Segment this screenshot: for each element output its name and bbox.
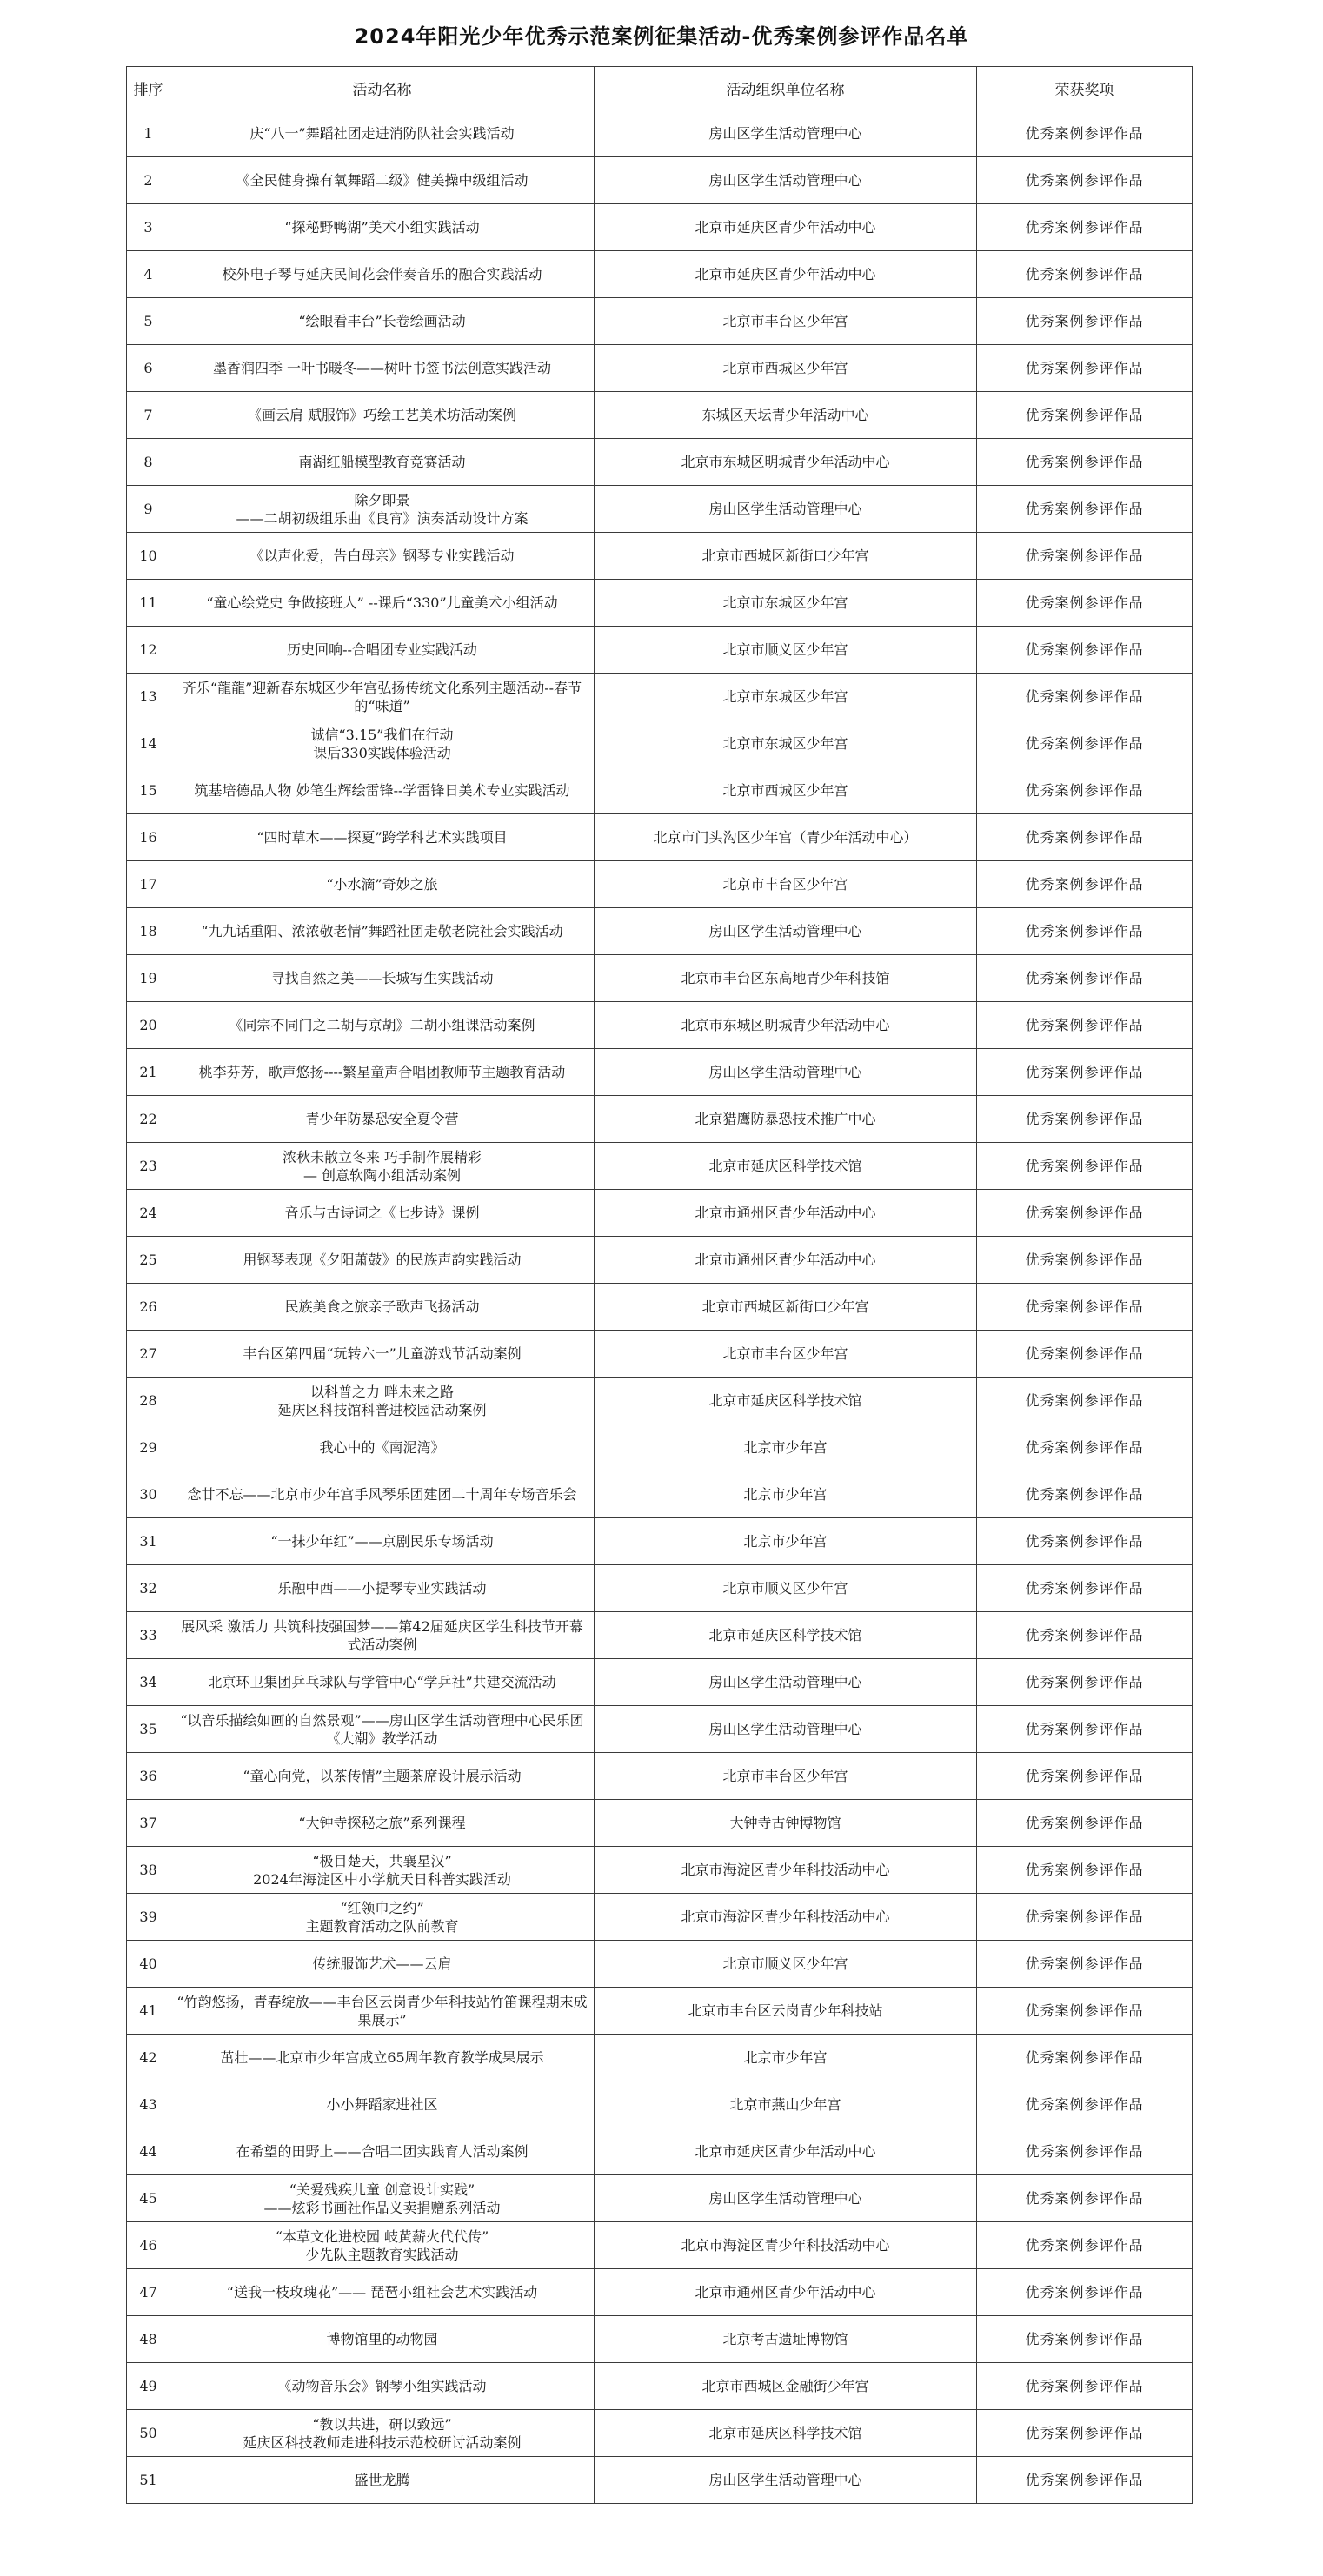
table-header-row bbox=[127, 67, 1193, 110]
row-activity-name: 历史回响--合唱团专业实践活动 bbox=[170, 627, 595, 674]
row-order: 5 bbox=[127, 298, 170, 345]
row-activity-name: 《画云肩 赋服饰》巧绘工艺美术坊活动案例 bbox=[170, 392, 595, 439]
table-row bbox=[127, 2175, 1193, 2222]
row-organizer: 北京市延庆区科学技术馆 bbox=[595, 2410, 977, 2457]
row-activity-name: 展风采 激活力 共筑科技强国梦——第42届延庆区学生科技节开幕式活动案例 bbox=[170, 1612, 595, 1659]
row-order: 8 bbox=[127, 439, 170, 486]
row-order: 14 bbox=[127, 720, 170, 767]
row-activity-name: “大钟寺探秘之旅”系列课程 bbox=[170, 1800, 595, 1847]
row-organizer: 北京市门头沟区少年宫（青少年活动中心） bbox=[595, 814, 977, 861]
row-order: 19 bbox=[127, 955, 170, 1002]
table-row bbox=[127, 1847, 1193, 1894]
row-award: 优秀案例参评作品 bbox=[977, 1894, 1193, 1941]
table-row bbox=[127, 861, 1193, 908]
row-award: 优秀案例参评作品 bbox=[977, 1424, 1193, 1471]
table-row bbox=[127, 1518, 1193, 1565]
row-order: 6 bbox=[127, 345, 170, 392]
row-order: 11 bbox=[127, 580, 170, 627]
row-organizer: 房山区学生活动管理中心 bbox=[595, 157, 977, 204]
table-row bbox=[127, 1800, 1193, 1847]
row-award: 优秀案例参评作品 bbox=[977, 2128, 1193, 2175]
row-activity-name: 筑基培德品人物 妙笔生辉绘雷锋--学雷锋日美术专业实践活动 bbox=[170, 767, 595, 814]
row-activity-name: “教以共进，研以致远” 延庆区科技教师走进科技示范校研讨活动案例 bbox=[170, 2410, 595, 2457]
row-activity-name: 寻找自然之美——长城写生实践活动 bbox=[170, 955, 595, 1002]
row-activity-name: “探秘野鸭湖”美术小组实践活动 bbox=[170, 204, 595, 251]
row-order: 22 bbox=[127, 1096, 170, 1143]
table-row bbox=[127, 2269, 1193, 2316]
row-organizer: 北京市西城区金融街少年宫 bbox=[595, 2363, 977, 2410]
row-organizer: 北京市少年宫 bbox=[595, 2035, 977, 2081]
row-award: 优秀案例参评作品 bbox=[977, 1706, 1193, 1753]
row-order: 15 bbox=[127, 767, 170, 814]
row-activity-name: “一抹少年红”——京剧民乐专场活动 bbox=[170, 1518, 595, 1565]
row-organizer: 北京市丰台区少年宫 bbox=[595, 1753, 977, 1800]
row-organizer: 北京市西城区少年宫 bbox=[595, 345, 977, 392]
row-award: 优秀案例参评作品 bbox=[977, 955, 1193, 1002]
row-order: 24 bbox=[127, 1190, 170, 1237]
row-organizer: 北京市延庆区科学技术馆 bbox=[595, 1143, 977, 1190]
row-activity-name: 庆“八一”舞蹈社团走进消防队社会实践活动 bbox=[170, 110, 595, 157]
table-row bbox=[127, 1190, 1193, 1237]
row-award: 优秀案例参评作品 bbox=[977, 533, 1193, 580]
table-row bbox=[127, 533, 1193, 580]
table-row bbox=[127, 2363, 1193, 2410]
row-activity-name: “送我一枝玫瑰花”—— 琵琶小组社会艺术实践活动 bbox=[170, 2269, 595, 2316]
row-organizer: 东城区天坛青少年活动中心 bbox=[595, 392, 977, 439]
row-order: 3 bbox=[127, 204, 170, 251]
row-activity-name: “小水滴”奇妙之旅 bbox=[170, 861, 595, 908]
table-row bbox=[127, 204, 1193, 251]
row-activity-name: 丰台区第四届“玩转六一”儿童游戏节活动案例 bbox=[170, 1331, 595, 1378]
row-organizer: 北京考古遗址博物馆 bbox=[595, 2316, 977, 2363]
table-row bbox=[127, 1143, 1193, 1190]
row-order: 31 bbox=[127, 1518, 170, 1565]
table-row bbox=[127, 1753, 1193, 1800]
row-award: 优秀案例参评作品 bbox=[977, 1565, 1193, 1612]
row-organizer: 北京市少年宫 bbox=[595, 1424, 977, 1471]
row-order: 39 bbox=[127, 1894, 170, 1941]
row-organizer: 北京市海淀区青少年科技活动中心 bbox=[595, 1847, 977, 1894]
row-organizer: 北京市西城区新街口少年宫 bbox=[595, 533, 977, 580]
row-award: 优秀案例参评作品 bbox=[977, 1190, 1193, 1237]
table-row bbox=[127, 674, 1193, 720]
table-row bbox=[127, 392, 1193, 439]
row-award: 优秀案例参评作品 bbox=[977, 1753, 1193, 1800]
row-award: 优秀案例参评作品 bbox=[977, 204, 1193, 251]
table-row bbox=[127, 2081, 1193, 2128]
row-award: 优秀案例参评作品 bbox=[977, 2175, 1193, 2222]
table-row bbox=[127, 627, 1193, 674]
table-row bbox=[127, 439, 1193, 486]
row-organizer: 北京市通州区青少年活动中心 bbox=[595, 1237, 977, 1284]
row-organizer: 房山区学生活动管理中心 bbox=[595, 1049, 977, 1096]
row-activity-name: 民族美食之旅亲子歌声飞扬活动 bbox=[170, 1284, 595, 1331]
row-award: 优秀案例参评作品 bbox=[977, 110, 1193, 157]
row-activity-name: “竹韵悠扬，青春绽放——丰台区云岗青少年科技站竹笛课程期末成果展示” bbox=[170, 1988, 595, 2035]
row-award: 优秀案例参评作品 bbox=[977, 251, 1193, 298]
row-order: 29 bbox=[127, 1424, 170, 1471]
table-row bbox=[127, 486, 1193, 533]
row-order: 51 bbox=[127, 2457, 170, 2504]
table-body bbox=[127, 110, 1193, 2504]
row-award: 优秀案例参评作品 bbox=[977, 1941, 1193, 1988]
table-row bbox=[127, 1471, 1193, 1518]
row-organizer: 房山区学生活动管理中心 bbox=[595, 486, 977, 533]
row-award: 优秀案例参评作品 bbox=[977, 627, 1193, 674]
row-organizer: 北京市延庆区科学技术馆 bbox=[595, 1612, 977, 1659]
row-activity-name: 博物馆里的动物园 bbox=[170, 2316, 595, 2363]
row-order: 23 bbox=[127, 1143, 170, 1190]
row-award: 优秀案例参评作品 bbox=[977, 1800, 1193, 1847]
table-row bbox=[127, 1565, 1193, 1612]
row-organizer: 北京市丰台区少年宫 bbox=[595, 861, 977, 908]
table-row bbox=[127, 2316, 1193, 2363]
row-activity-name: “九九话重阳、浓浓敬老情”舞蹈社团走敬老院社会实践活动 bbox=[170, 908, 595, 955]
row-order: 18 bbox=[127, 908, 170, 955]
table-row bbox=[127, 720, 1193, 767]
table-row bbox=[127, 1284, 1193, 1331]
row-activity-name: 以科普之力 畔未来之路 延庆区科技馆科普进校园活动案例 bbox=[170, 1378, 595, 1424]
row-activity-name: 音乐与古诗词之《七步诗》课例 bbox=[170, 1190, 595, 1237]
row-organizer: 北京市通州区青少年活动中心 bbox=[595, 1190, 977, 1237]
row-activity-name: 念廿不忘——北京市少年宫手风琴乐团建团二十周年专场音乐会 bbox=[170, 1471, 595, 1518]
row-award: 优秀案例参评作品 bbox=[977, 157, 1193, 204]
header-award: 荣获奖项 bbox=[977, 67, 1193, 110]
row-activity-name: 除夕即景 ——二胡初级组乐曲《良宵》演奏活动设计方案 bbox=[170, 486, 595, 533]
row-order: 36 bbox=[127, 1753, 170, 1800]
table-row bbox=[127, 2410, 1193, 2457]
row-activity-name: “极目楚天，共襄星汉” 2024年海淀区中小学航天日科普实践活动 bbox=[170, 1847, 595, 1894]
row-order: 37 bbox=[127, 1800, 170, 1847]
row-order: 34 bbox=[127, 1659, 170, 1706]
row-activity-name: 在希望的田野上——合唱二团实践育人活动案例 bbox=[170, 2128, 595, 2175]
row-organizer: 北京市少年宫 bbox=[595, 1471, 977, 1518]
row-award: 优秀案例参评作品 bbox=[977, 2316, 1193, 2363]
row-order: 7 bbox=[127, 392, 170, 439]
row-order: 21 bbox=[127, 1049, 170, 1096]
row-award: 优秀案例参评作品 bbox=[977, 767, 1193, 814]
row-organizer: 北京市东城区少年宫 bbox=[595, 720, 977, 767]
row-award: 优秀案例参评作品 bbox=[977, 1659, 1193, 1706]
table-row bbox=[127, 345, 1193, 392]
table-row bbox=[127, 298, 1193, 345]
row-organizer: 房山区学生活动管理中心 bbox=[595, 1659, 977, 1706]
table-row bbox=[127, 1706, 1193, 1753]
table-row bbox=[127, 1049, 1193, 1096]
row-organizer: 北京市丰台区云岗青少年科技站 bbox=[595, 1988, 977, 2035]
row-order: 32 bbox=[127, 1565, 170, 1612]
row-award: 优秀案例参评作品 bbox=[977, 2457, 1193, 2504]
row-activity-name: 乐融中西——小提琴专业实践活动 bbox=[170, 1565, 595, 1612]
table-row bbox=[127, 1096, 1193, 1143]
table-row bbox=[127, 955, 1193, 1002]
table-row bbox=[127, 2222, 1193, 2269]
row-award: 优秀案例参评作品 bbox=[977, 345, 1193, 392]
row-activity-name: “红领巾之约” 主题教育活动之队前教育 bbox=[170, 1894, 595, 1941]
table-row bbox=[127, 1378, 1193, 1424]
row-award: 优秀案例参评作品 bbox=[977, 720, 1193, 767]
table-row bbox=[127, 1988, 1193, 2035]
row-activity-name: 我心中的《南泥湾》 bbox=[170, 1424, 595, 1471]
row-organizer: 房山区学生活动管理中心 bbox=[595, 908, 977, 955]
row-organizer: 北京市丰台区少年宫 bbox=[595, 1331, 977, 1378]
row-activity-name: “以音乐描绘如画的自然景观”——房山区学生活动管理中心民乐团《大潮》教学活动 bbox=[170, 1706, 595, 1753]
row-award: 优秀案例参评作品 bbox=[977, 861, 1193, 908]
row-order: 27 bbox=[127, 1331, 170, 1378]
row-activity-name: “四时草木——探夏”跨学科艺术实践项目 bbox=[170, 814, 595, 861]
row-award: 优秀案例参评作品 bbox=[977, 2222, 1193, 2269]
row-activity-name: 小小舞蹈家进社区 bbox=[170, 2081, 595, 2128]
row-order: 12 bbox=[127, 627, 170, 674]
row-organizer: 北京市东城区明城青少年活动中心 bbox=[595, 439, 977, 486]
row-award: 优秀案例参评作品 bbox=[977, 1002, 1193, 1049]
row-order: 13 bbox=[127, 674, 170, 720]
table-row bbox=[127, 251, 1193, 298]
row-activity-name: “绘眼看丰台”长卷绘画活动 bbox=[170, 298, 595, 345]
row-order: 35 bbox=[127, 1706, 170, 1753]
row-activity-name: “童心向党，以茶传情”主题茶席设计展示活动 bbox=[170, 1753, 595, 1800]
row-activity-name: 校外电子琴与延庆民间花会伴奏音乐的融合实践活动 bbox=[170, 251, 595, 298]
row-order: 26 bbox=[127, 1284, 170, 1331]
header-organizer: 活动组织单位名称 bbox=[595, 67, 977, 110]
table-row bbox=[127, 1424, 1193, 1471]
table-row bbox=[127, 1659, 1193, 1706]
table-row bbox=[127, 110, 1193, 157]
row-activity-name: “童心绘党史 争做接班人” --课后“330”儿童美术小组活动 bbox=[170, 580, 595, 627]
row-award: 优秀案例参评作品 bbox=[977, 674, 1193, 720]
row-award: 优秀案例参评作品 bbox=[977, 2081, 1193, 2128]
row-award: 优秀案例参评作品 bbox=[977, 298, 1193, 345]
row-organizer: 房山区学生活动管理中心 bbox=[595, 1706, 977, 1753]
row-organizer: 北京市延庆区青少年活动中心 bbox=[595, 251, 977, 298]
row-order: 20 bbox=[127, 1002, 170, 1049]
row-order: 46 bbox=[127, 2222, 170, 2269]
table-row bbox=[127, 157, 1193, 204]
row-award: 优秀案例参评作品 bbox=[977, 1847, 1193, 1894]
row-order: 30 bbox=[127, 1471, 170, 1518]
row-activity-name: 青少年防暴恐安全夏令营 bbox=[170, 1096, 595, 1143]
row-activity-name: “关爱残疾儿童 创意设计实践” ——炫彩书画社作品义卖捐赠系列活动 bbox=[170, 2175, 595, 2222]
table-row bbox=[127, 767, 1193, 814]
row-activity-name: 《同宗不同门之二胡与京胡》二胡小组课活动案例 bbox=[170, 1002, 595, 1049]
row-organizer: 北京市燕山少年宫 bbox=[595, 2081, 977, 2128]
row-organizer: 北京市东城区少年宫 bbox=[595, 580, 977, 627]
row-award: 优秀案例参评作品 bbox=[977, 1612, 1193, 1659]
row-award: 优秀案例参评作品 bbox=[977, 1331, 1193, 1378]
row-order: 43 bbox=[127, 2081, 170, 2128]
row-award: 优秀案例参评作品 bbox=[977, 1049, 1193, 1096]
row-activity-name: 墨香润四季 一叶书暖冬——树叶书签书法创意实践活动 bbox=[170, 345, 595, 392]
row-activity-name: 盛世龙腾 bbox=[170, 2457, 595, 2504]
row-activity-name: “本草文化进校园 岐黄薪火代代传” 少先队主题教育实践活动 bbox=[170, 2222, 595, 2269]
row-order: 50 bbox=[127, 2410, 170, 2457]
row-order: 41 bbox=[127, 1988, 170, 2035]
row-organizer: 北京市通州区青少年活动中心 bbox=[595, 2269, 977, 2316]
row-award: 优秀案例参评作品 bbox=[977, 2410, 1193, 2457]
row-award: 优秀案例参评作品 bbox=[977, 908, 1193, 955]
row-organizer: 房山区学生活动管理中心 bbox=[595, 2457, 977, 2504]
row-award: 优秀案例参评作品 bbox=[977, 1988, 1193, 2035]
row-order: 33 bbox=[127, 1612, 170, 1659]
row-order: 38 bbox=[127, 1847, 170, 1894]
row-order: 28 bbox=[127, 1378, 170, 1424]
row-award: 优秀案例参评作品 bbox=[977, 1143, 1193, 1190]
row-order: 40 bbox=[127, 1941, 170, 1988]
award-list-table bbox=[126, 66, 1193, 2504]
table-row bbox=[127, 1894, 1193, 1941]
row-organizer: 北京市少年宫 bbox=[595, 1518, 977, 1565]
row-activity-name: 北京环卫集团乒乓球队与学管中心“学乒社”共建交流活动 bbox=[170, 1659, 595, 1706]
row-order: 48 bbox=[127, 2316, 170, 2363]
table-row bbox=[127, 1612, 1193, 1659]
row-organizer: 北京市东城区明城青少年活动中心 bbox=[595, 1002, 977, 1049]
row-order: 4 bbox=[127, 251, 170, 298]
row-organizer: 房山区学生活动管理中心 bbox=[595, 2175, 977, 2222]
table-row bbox=[127, 2457, 1193, 2504]
row-order: 10 bbox=[127, 533, 170, 580]
row-organizer: 北京市海淀区青少年科技活动中心 bbox=[595, 2222, 977, 2269]
row-activity-name: 《动物音乐会》钢琴小组实践活动 bbox=[170, 2363, 595, 2410]
row-organizer: 北京市顺义区少年宫 bbox=[595, 1565, 977, 1612]
row-organizer: 北京市延庆区青少年活动中心 bbox=[595, 2128, 977, 2175]
row-activity-name: 齐乐“龍龍”迎新春东城区少年宫弘扬传统文化系列主题活动--春节的“味道” bbox=[170, 674, 595, 720]
row-organizer: 北京市西城区少年宫 bbox=[595, 767, 977, 814]
table-row bbox=[127, 814, 1193, 861]
row-organizer: 北京市延庆区科学技术馆 bbox=[595, 1378, 977, 1424]
page-title: 2024年阳光少年优秀示范案例征集活动-优秀案例参评作品名单 bbox=[354, 24, 969, 49]
row-activity-name: 浓秋未散立冬来 巧手制作展精彩 — 创意软陶小组活动案例 bbox=[170, 1143, 595, 1190]
row-award: 优秀案例参评作品 bbox=[977, 814, 1193, 861]
row-order: 1 bbox=[127, 110, 170, 157]
row-organizer: 房山区学生活动管理中心 bbox=[595, 110, 977, 157]
row-award: 优秀案例参评作品 bbox=[977, 1378, 1193, 1424]
row-activity-name: 茁壮——北京市少年宫成立65周年教育教学成果展示 bbox=[170, 2035, 595, 2081]
row-award: 优秀案例参评作品 bbox=[977, 1096, 1193, 1143]
row-organizer: 北京市顺义区少年宫 bbox=[595, 627, 977, 674]
row-award: 优秀案例参评作品 bbox=[977, 392, 1193, 439]
row-organizer: 北京市海淀区青少年科技活动中心 bbox=[595, 1894, 977, 1941]
row-award: 优秀案例参评作品 bbox=[977, 1237, 1193, 1284]
table-row bbox=[127, 1331, 1193, 1378]
row-award: 优秀案例参评作品 bbox=[977, 486, 1193, 533]
header-order: 排序 bbox=[127, 67, 170, 110]
table-row bbox=[127, 1237, 1193, 1284]
row-order: 44 bbox=[127, 2128, 170, 2175]
row-activity-name: 桃李芬芳，歌声悠扬----繁星童声合唱团教师节主题教育活动 bbox=[170, 1049, 595, 1096]
row-award: 优秀案例参评作品 bbox=[977, 2035, 1193, 2081]
row-award: 优秀案例参评作品 bbox=[977, 1284, 1193, 1331]
row-activity-name: 《全民健身操有氧舞蹈二级》健美操中级组活动 bbox=[170, 157, 595, 204]
table-row bbox=[127, 2035, 1193, 2081]
row-activity-name: 传统服饰艺术——云肩 bbox=[170, 1941, 595, 1988]
row-activity-name: 用钢琴表现《夕阳萧鼓》的民族声韵实践活动 bbox=[170, 1237, 595, 1284]
row-organizer: 北京市延庆区青少年活动中心 bbox=[595, 204, 977, 251]
header-activity-name: 活动名称 bbox=[170, 67, 595, 110]
row-order: 9 bbox=[127, 486, 170, 533]
row-organizer: 北京市丰台区东高地青少年科技馆 bbox=[595, 955, 977, 1002]
row-activity-name: 诚信“3.15”我们在行动 课后330实践体验活动 bbox=[170, 720, 595, 767]
row-award: 优秀案例参评作品 bbox=[977, 1518, 1193, 1565]
row-order: 2 bbox=[127, 157, 170, 204]
row-award: 优秀案例参评作品 bbox=[977, 580, 1193, 627]
row-order: 16 bbox=[127, 814, 170, 861]
row-organizer: 北京猎鹰防暴恐技术推广中心 bbox=[595, 1096, 977, 1143]
row-order: 17 bbox=[127, 861, 170, 908]
row-organizer: 北京市顺义区少年宫 bbox=[595, 1941, 977, 1988]
table-row bbox=[127, 580, 1193, 627]
row-organizer: 北京市西城区新街口少年宫 bbox=[595, 1284, 977, 1331]
row-activity-name: 《以声化爱，告白母亲》钢琴专业实践活动 bbox=[170, 533, 595, 580]
row-order: 25 bbox=[127, 1237, 170, 1284]
table-row bbox=[127, 2128, 1193, 2175]
row-order: 49 bbox=[127, 2363, 170, 2410]
row-award: 优秀案例参评作品 bbox=[977, 2269, 1193, 2316]
row-award: 优秀案例参评作品 bbox=[977, 1471, 1193, 1518]
row-order: 47 bbox=[127, 2269, 170, 2316]
row-organizer: 大钟寺古钟博物馆 bbox=[595, 1800, 977, 1847]
row-organizer: 北京市东城区少年宫 bbox=[595, 674, 977, 720]
table-row bbox=[127, 1941, 1193, 1988]
row-order: 45 bbox=[127, 2175, 170, 2222]
row-award: 优秀案例参评作品 bbox=[977, 2363, 1193, 2410]
table-row bbox=[127, 1002, 1193, 1049]
row-order: 42 bbox=[127, 2035, 170, 2081]
row-organizer: 北京市丰台区少年宫 bbox=[595, 298, 977, 345]
row-award: 优秀案例参评作品 bbox=[977, 439, 1193, 486]
table-row bbox=[127, 908, 1193, 955]
row-activity-name: 南湖红船模型教育竞赛活动 bbox=[170, 439, 595, 486]
